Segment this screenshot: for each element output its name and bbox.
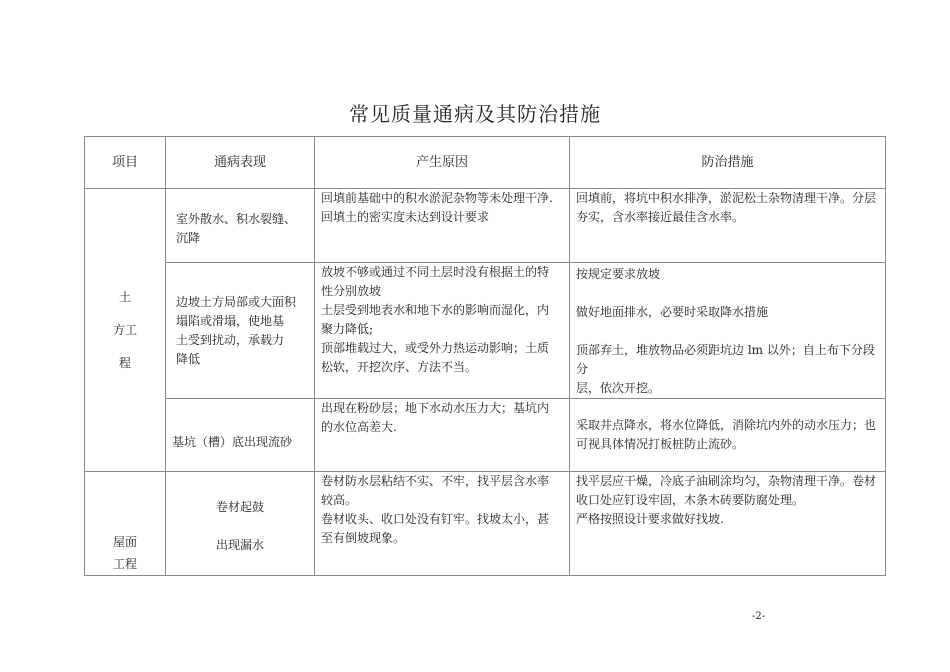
header-symptom: 通病表现 (166, 137, 315, 189)
header-item: 项目 (85, 137, 166, 189)
symptom-cell (166, 263, 315, 399)
symptom-text: 边坡土方局部或大面积 塌陷或滑塌，使地基 土受到扰动，承载力 降低 (176, 294, 297, 366)
page-number: -2- (752, 611, 766, 622)
symptom-cell (166, 399, 315, 472)
cause-cell (315, 189, 570, 263)
cause-cell (315, 399, 570, 472)
remedy-text: 采取井点降水，将水位降低，消除坑内外的动水压力；也 可视具体情况打板桩防止流砂。 (576, 418, 877, 451)
remedy-cell (570, 399, 886, 472)
symptom-cell (166, 189, 315, 263)
symptom-text: 基坑（槽）底出现流砂 (172, 434, 293, 449)
cause-text: 出现在粉砂层；地下水动水压力大；基坑内 的水位高差大. (321, 401, 550, 434)
header-cause: 产生原因 (315, 137, 570, 189)
category-earthwork: 土 方工 程 (112, 289, 137, 370)
table-row (85, 263, 886, 399)
cause-cell (315, 263, 570, 399)
cause-text: 放坡不够或通过不同土层时没有根据土的特 性分别放坡 土层受到地表水和地下水的影响而湿化，内 聚力降低; 顶部堆载过大，或受外力热运动影响；土质 松软，开挖次序、方法不当。 (321, 265, 550, 374)
cause-cell (315, 472, 570, 576)
category-cell (85, 189, 166, 472)
table-row (85, 189, 886, 263)
remedy-text: 找平层应干燥，冷底子油刷涂均匀，杂物清理干净。卷材 收口处应钉设牢固，木条木砖要防腐处理。 严格按照设计要求做好找坡. (576, 474, 877, 526)
table-row (85, 472, 886, 576)
page-title: 常见质量通病及其防治措施 (349, 102, 601, 126)
header-remedy: 防治措施 (570, 137, 886, 189)
category-cell (85, 472, 166, 576)
table-header-row (85, 137, 886, 189)
remedy-cell (570, 472, 886, 576)
category-roofing: 屋面 工程 (112, 535, 137, 571)
symptom-cell (166, 472, 315, 576)
remedy-text: 回填前，将坑中积水排净，淤泥松土杂物清理干净。分层 夯实，含水率接近最佳含水率。 (576, 191, 877, 224)
symptom-text: 室外散水、积水裂缝、 沉降 (176, 211, 297, 245)
table-row (85, 399, 886, 472)
remedy-cell (570, 189, 886, 263)
symptom-text: 卷材起鼓 出现漏水 (215, 500, 264, 552)
cause-text: 回填前基础中的积水淤泥杂物等未处理干净. 回填土的密实度未达到设计要求 (321, 191, 553, 224)
cause-text: 卷材防水层粘结不实、不牢，找平层含水率 较高。 卷材收头、收口处没有钉牢。找坡太小，甚 至有倒坡现象。 (321, 474, 550, 545)
remedy-text: 按规定要求放坡 做好地面排水，必要时采取降水措施 顶部弃土，堆放物品必须距坑边 lm 以外；自上布下分段分 层，依次开挖。 (576, 267, 875, 395)
quality-defects-table (84, 136, 886, 576)
remedy-cell (570, 263, 886, 399)
